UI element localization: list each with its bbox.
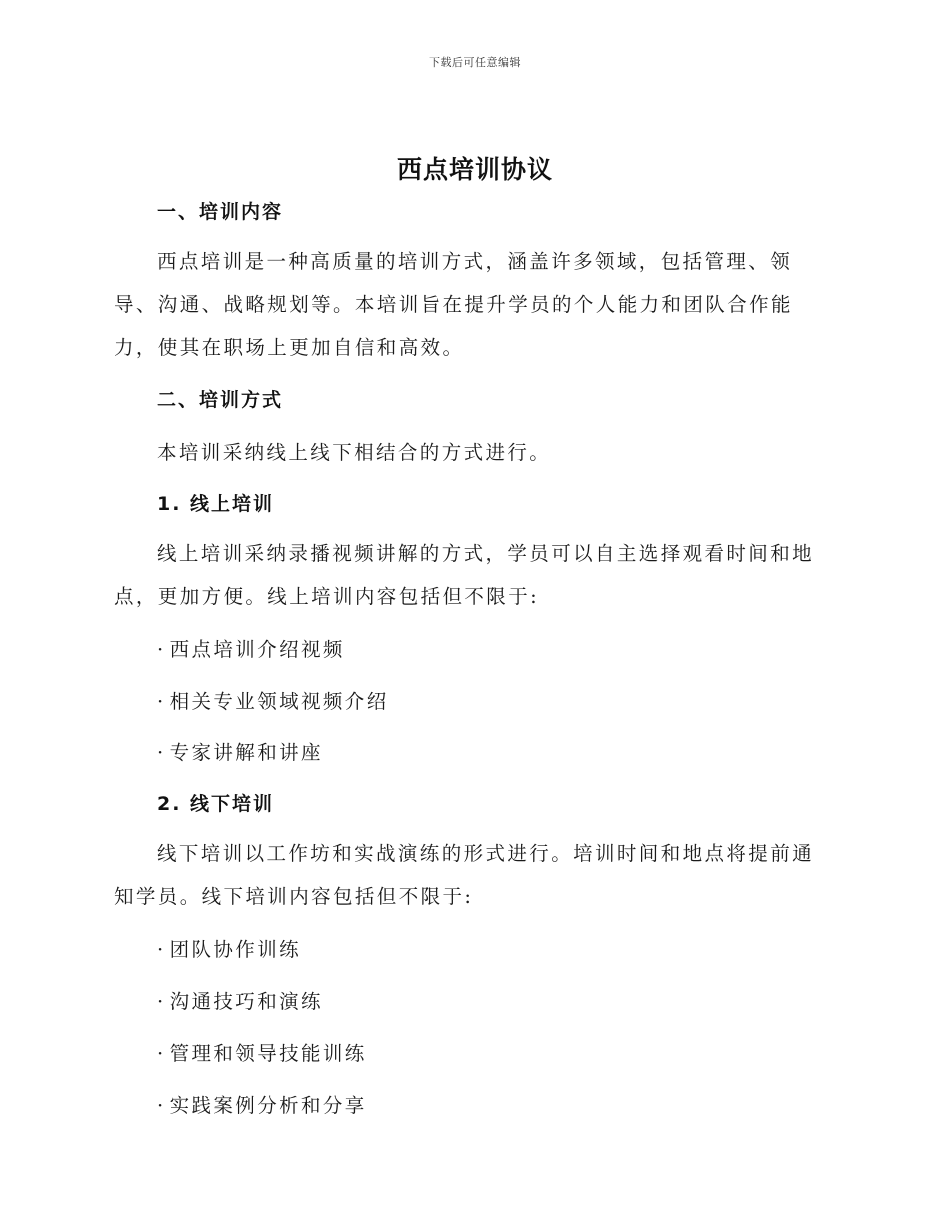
list-item-text: 团队协作训练 [169,938,302,961]
list-item-text: 专家讲解和讲座 [169,741,323,764]
header-note: 下载后可任意编辑 [429,56,521,69]
bullet-marker: · [157,1094,166,1117]
list-item-text: 沟通技巧和演练 [169,990,323,1013]
list-item [157,1090,367,1118]
list-item [157,934,301,962]
list-item-text: 西点培训介绍视频 [169,638,345,661]
bullet-marker: · [157,1042,166,1065]
subheading-offline-training: 2. 线下培训 [157,793,275,815]
bullet-marker: · [157,990,166,1013]
list-item [157,686,389,714]
list-item [157,737,323,765]
list-item [157,1038,367,1066]
section-heading-training-method: 二、培训方式 [157,389,284,411]
list-item-text: 管理和领导技能训练 [169,1042,367,1065]
paragraph-training-method-intro: 本培训采纳线上线下相结合的方式进行。 [157,441,552,464]
list-item-text: 实践案例分析和分享 [169,1094,367,1117]
bullet-marker: · [157,741,166,764]
bullet-marker: · [157,638,166,661]
list-item [157,634,345,662]
section-heading-training-content: 一、培训内容 [157,201,284,223]
document-title: 西点培训协议 [396,155,553,184]
paragraph-training-content: 西点培训是一种高质量的培训方式，涵盖许多领域，包括管理、领导、沟通、战略规划等。本培训旨在提升学员的个人能力和团队合作能力，使其在职场上更加自信和高效。 [114,250,793,359]
list-item [157,986,323,1014]
paragraph-offline-training: 线下培训以工作坊和实战演练的形式进行。培训时间和地点将提前通知学员。线下培训内容包括但不限于: [114,842,815,908]
list-item-text: 相关专业领域视频介绍 [169,690,389,713]
subheading-online-training: 1. 线上培训 [157,493,275,515]
bullet-marker: · [157,938,166,961]
paragraph-online-training: 线上培训采纳录播视频讲解的方式，学员可以自主选择观看时间和地点，更加方便。线上培训内容包括但不限于: [114,542,815,608]
bullet-marker: · [157,690,166,713]
